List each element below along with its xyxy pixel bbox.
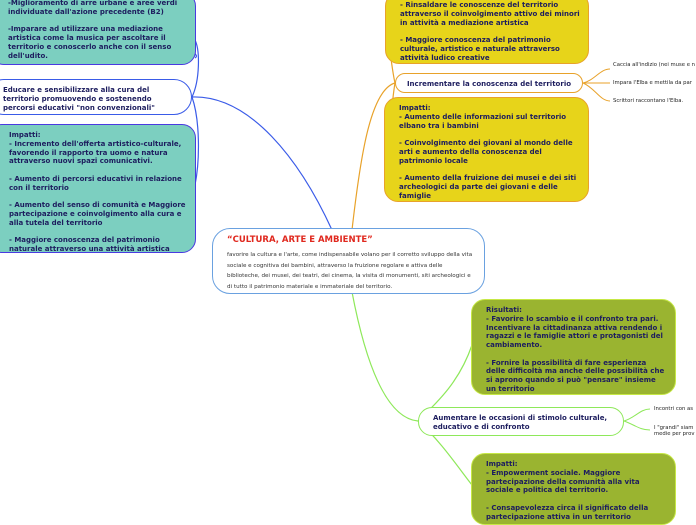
connector-right-top-to-leaves (583, 69, 610, 101)
right-top-outcomes-text: - Rinsaldare le conoscenze del territorio attraverso il coinvolgimento attivo dei minori in attività a mediazione artistica - Maggiore conoscenza del patrimonio culturale, artistico e naturale attraverso attività ludico creative (400, 1, 580, 62)
leaf-impara-elba[interactable]: Impara l'Elba e mettila da par (613, 80, 692, 86)
left-branch-node[interactable] (0, 79, 192, 115)
central-topic[interactable] (212, 228, 485, 294)
right-top-impacts-box[interactable] (384, 97, 589, 202)
right-bottom-results-text: Risultati: - Favorire lo scambio e il confronto tra pari. Incentivare la cittadinanza attiva rendendo i ragazzi e le famiglie attori e protagonisti del cambiamento. - Fornire la possibilità di fare esperienza delle difficoltà ma anche delle possibilità che si aprono quando si può "pensare" insieme un territorio (486, 306, 665, 393)
right-bottom-results-box[interactable] (471, 299, 676, 395)
right-top-outcomes-box[interactable] (385, 0, 589, 64)
right-top-branch-text: Incrementare la conoscenza del territorio (406, 80, 572, 88)
left-outcomes-box[interactable] (0, 0, 196, 65)
left-impacts-box[interactable] (0, 124, 196, 253)
central-description: favorire la cultura e l'arte, come indispensabile volano per il corretto sviluppo della vita sociale e cognitiva dei bambini, attraverso la fruizione regolare e attiva delle biblioteche, dei musei, dei teatri, dei cinema, la visita di monumenti, siti archeologici e di tutto il patrimonio materiale e immateriale del territorio. (227, 251, 473, 291)
leaf-grandi-medie[interactable]: I "grandi" siam medie per prov (654, 425, 695, 438)
connector-center-to-left-branch (192, 97, 332, 230)
right-top-branch-node[interactable] (395, 73, 583, 93)
connector-right-bottom-to-leaves (624, 409, 650, 430)
central-title: “CULTURA, ARTE E AMBIENTE” (227, 235, 373, 245)
left-branch-text: Educare e sensibilizzare alla cura del territorio promuovendo e sostenendo percorsi educativi "non convenzionali" (3, 86, 155, 112)
leaf-scrittori-elba[interactable]: Scrittori raccontano l'Elba. (613, 98, 684, 104)
connector-center-to-right-bottom (352, 292, 418, 421)
right-bottom-branch-node[interactable] (418, 407, 624, 436)
right-bottom-branch-text: Aumentare le occasioni di stimolo culturale, educativo e di confronto (433, 414, 608, 431)
left-outcomes-text: -Miglioramento di arre urbane e aree verdi individuate dall'azione precedente (B2) -Imparare ad utilizzare una mediazione artistica come la musica per ascoltare il territorio e conoscerlo anche con il senso dell'udito. (8, 0, 178, 60)
right-bottom-impacts-text: Impatti: - Empowerment sociale. Maggiore partecipazione della comunità alla vita sociale e politica del territorio. - Consapevolezza circa il significato della partecipazione attiva in un territorio (486, 460, 649, 521)
leaf-incontri[interactable]: Incontri con as (654, 406, 694, 412)
right-bottom-impacts-box[interactable] (471, 453, 676, 525)
left-impacts-text: Impatti: - Incremento dell'offerta artistico-culturale, favorendo il rapporto tra uomo e natura attraverso nuovi spazi comunicativi. - Aumento di percorsi educativi in relazione con il territorio - Aumento del senso di comunità e Maggiore partecipazione e coinvolgimento alla cura e alla tutela del territorio - Maggiore conoscenza del patrimonio naturale attraverso una attività artistica (9, 131, 186, 253)
leaf-caccia-indizio[interactable]: Caccia all'indizio (nei muse e n (613, 62, 696, 68)
right-top-impacts-text: Impatti: - Aumento delle informazioni sul territorio elbano tra i bambini - Coinvolgimento dei giovani al mondo delle arti e aumento della conoscenza del patrimonio locale - Aumento della fruizione dei musei e dei siti archeologici da parte dei giovani e delle famiglie (399, 104, 577, 200)
